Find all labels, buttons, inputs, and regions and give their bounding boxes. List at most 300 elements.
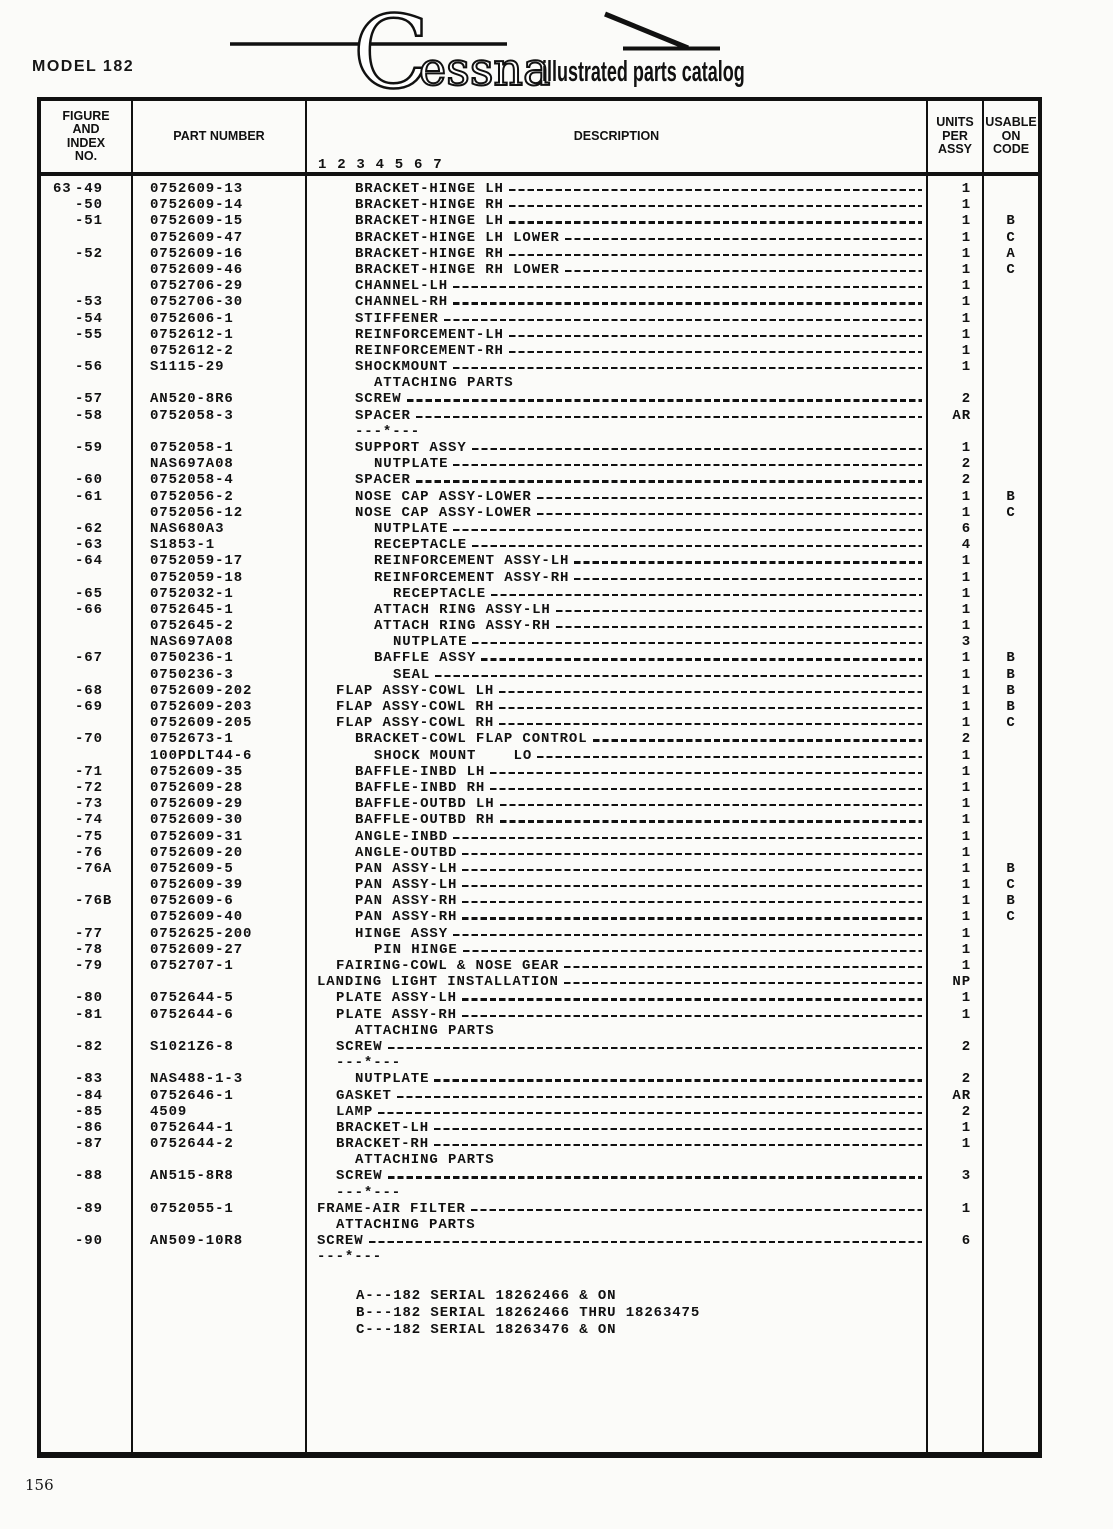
description-cell: [307, 829, 928, 845]
table-row: [41, 294, 1038, 310]
usable-code-cell: [984, 570, 1038, 586]
figure-index-cell: [41, 440, 133, 456]
figure-index-cell: [41, 650, 133, 666]
figure-index-cell: [41, 343, 133, 359]
index-number: -64: [75, 553, 103, 570]
units-cell: 1: [961, 682, 971, 699]
leader-line: [499, 691, 922, 693]
table-row: [41, 1249, 1038, 1265]
usable-code-cell: [984, 359, 1038, 375]
table-row: [41, 521, 1038, 537]
units-cell: 1: [961, 229, 971, 246]
usable-code-cell: [984, 472, 1038, 488]
part-number-cell: 0752059-17: [150, 553, 244, 570]
figure-index-cell: [41, 424, 133, 440]
units-cell: 1: [961, 278, 971, 295]
units-cell: [928, 424, 984, 440]
table-row: [41, 845, 1038, 861]
units-cell: 1: [961, 844, 971, 861]
units-cell: 1: [961, 860, 971, 877]
description-cell: [307, 570, 928, 586]
table-row: [41, 909, 1038, 925]
leader-line: [462, 917, 922, 919]
table-row: [41, 456, 1038, 472]
units-cell: 1: [961, 326, 971, 343]
table-row: [41, 990, 1038, 1006]
usable-code-cell: [984, 408, 1038, 424]
index-number: -66: [75, 601, 103, 618]
part-number-cell: 0752609-5: [150, 860, 234, 877]
part-number-cell: 0752609-39: [150, 877, 244, 894]
description-text: NUTPLATE: [374, 456, 449, 473]
part-number-cell: [133, 1217, 307, 1233]
description-text: REINFORCEMENT ASSY-LH: [374, 553, 570, 570]
indent-level-scale: 1 2 3 4 5 6 7: [318, 156, 443, 173]
units-cell: 1: [961, 342, 971, 359]
table-row: [41, 877, 1038, 893]
units-cell: 4: [961, 537, 971, 554]
figure-index-cell: [41, 958, 133, 974]
table-row: [41, 1104, 1038, 1120]
figure-index-cell: [41, 262, 133, 278]
figure-index-cell: [41, 1039, 133, 1055]
description-cell: [307, 780, 928, 796]
usable-code-cell: [984, 553, 1038, 569]
description-text: RECEPTACLE: [393, 585, 487, 602]
units-cell: 2: [961, 472, 971, 489]
units-cell: 2: [961, 1071, 971, 1088]
figure-index-cell: [41, 1201, 133, 1217]
part-number-cell: 0752644-2: [150, 1136, 234, 1153]
index-number: -89: [75, 1200, 103, 1217]
description-text: REINFORCEMENT-LH: [355, 326, 504, 343]
table-row: [41, 1152, 1038, 1168]
figure-index-cell: [41, 942, 133, 958]
description-cell: [307, 893, 928, 909]
figure-index-cell: [41, 213, 133, 229]
figure-index-cell: [41, 764, 133, 780]
leader-line: [453, 934, 922, 936]
part-number-cell: 0752606-1: [150, 310, 234, 327]
part-number-cell: S1853-1: [150, 537, 216, 554]
index-number: -68: [75, 682, 103, 699]
index-number: -76A: [75, 860, 113, 877]
units-cell: 1: [961, 488, 971, 505]
description-cell: [307, 796, 928, 812]
description-cell: [307, 990, 928, 1006]
figure-index-cell: [41, 181, 133, 197]
description-cell: [307, 359, 928, 375]
units-cell: 1: [961, 310, 971, 327]
description-cell: [307, 246, 928, 262]
description-text: PIN HINGE: [374, 941, 458, 958]
figure-index-cell: [41, 926, 133, 942]
description-cell: [307, 408, 928, 424]
usable-code-cell: [984, 748, 1038, 764]
index-number: -78: [75, 941, 103, 958]
description-text: SCREW: [317, 1233, 364, 1250]
table-row: [41, 1023, 1038, 1039]
units-cell: 1: [961, 585, 971, 602]
description-cell: [307, 262, 928, 278]
table-row: [41, 1217, 1038, 1233]
description-text: BRACKET-RH: [336, 1136, 430, 1153]
figure-index-cell: [41, 294, 133, 310]
leader-line: [453, 464, 922, 466]
units-cell: 1: [961, 715, 971, 732]
units-cell: [928, 1185, 984, 1201]
table-row: [41, 262, 1038, 278]
leader-line: [499, 723, 922, 725]
description-cell: [307, 424, 928, 440]
figure-index-cell: [41, 570, 133, 586]
part-number-cell: 0752056-2: [150, 488, 234, 505]
part-number-cell: S1021Z6-8: [150, 1038, 234, 1055]
part-number-cell: 0752055-1: [150, 1200, 234, 1217]
table-row: [41, 1168, 1038, 1184]
leader-line: [500, 804, 922, 806]
table-row: [41, 1136, 1038, 1152]
table-row: [41, 958, 1038, 974]
page-title: MODEL 182: [32, 58, 135, 75]
description-text: SCREW: [336, 1168, 383, 1185]
description-text: NUTPLATE: [355, 1071, 430, 1088]
description-cell: [307, 391, 928, 407]
part-number-cell: AN520-8R6: [150, 391, 234, 408]
usable-code-cell: [984, 1152, 1038, 1168]
usable-code-cell: C: [1006, 909, 1016, 926]
figure-index-cell: [41, 327, 133, 343]
figure-index-cell: [41, 489, 133, 505]
description-text: BAFFLE-OUTBD RH: [355, 812, 495, 829]
figure-index-cell: [41, 537, 133, 553]
usable-code-cell: [984, 926, 1038, 942]
description-text: ---*---: [317, 1249, 383, 1266]
description-cell: [307, 521, 928, 537]
leader-line: [509, 351, 922, 353]
units-cell: 1: [961, 181, 971, 197]
description-cell: [307, 1152, 928, 1168]
table-row: [41, 667, 1038, 683]
description-cell: [307, 230, 928, 246]
figure-index-cell: [41, 1185, 133, 1201]
index-number: -80: [75, 990, 103, 1007]
leader-line: [407, 399, 922, 401]
usable-code-cell: [984, 1055, 1038, 1071]
header-line: INDEX: [66, 135, 106, 150]
leader-line: [509, 221, 922, 223]
header-line: USABLE: [985, 115, 1037, 130]
description-text: ATTACH RING ASSY-LH: [374, 601, 551, 618]
leader-line: [472, 448, 922, 450]
usable-code-cell: [984, 197, 1038, 213]
part-number-cell: 0752609-29: [150, 796, 244, 813]
description-cell: [307, 489, 928, 505]
description-text: SHOCKMOUNT: [355, 359, 449, 376]
figure-index-cell: [41, 456, 133, 472]
leader-line: [416, 416, 922, 418]
leader-line: [593, 739, 922, 741]
cessna-logo: [215, 3, 755, 98]
index-number: -61: [75, 488, 103, 505]
leader-line: [462, 853, 922, 855]
figure-index-cell: [41, 618, 133, 634]
index-number: -50: [75, 197, 103, 214]
description-text: SPACER: [355, 472, 411, 489]
table-row: [41, 602, 1038, 618]
description-text: HINGE ASSY: [355, 925, 449, 942]
figure-index-cell: [41, 1136, 133, 1152]
leader-line: [574, 561, 922, 563]
description-text: BAFFLE-OUTBD LH: [355, 796, 495, 813]
figure-index-cell: [41, 731, 133, 747]
leader-line: [462, 901, 922, 903]
table-row: [41, 311, 1038, 327]
part-number-cell: 0752645-1: [150, 601, 234, 618]
figure-index-cell: [41, 796, 133, 812]
units-cell: 1: [961, 440, 971, 456]
units-cell: [928, 1055, 984, 1071]
description-cell: [307, 197, 928, 213]
header-line: DESCRIPTION: [573, 128, 660, 143]
figure-index-cell: [41, 877, 133, 893]
description-cell: [307, 327, 928, 343]
table-row: [41, 618, 1038, 634]
usable-code-cell: [984, 1185, 1038, 1201]
figure-index-cell: [41, 1233, 133, 1249]
units-cell: 1: [961, 796, 971, 813]
part-number-cell: 0752058-4: [150, 472, 234, 489]
units-cell: 1: [961, 699, 971, 715]
index-number: -75: [75, 828, 103, 845]
leader-line: [462, 1015, 922, 1017]
leader-line: [472, 545, 922, 547]
description-text: BRACKET-COWL FLAP CONTROL: [355, 731, 588, 748]
index-number: -90: [75, 1233, 103, 1250]
description-cell: [307, 602, 928, 618]
description-text: NOSE CAP ASSY-LOWER: [355, 504, 532, 521]
leader-line: [537, 513, 922, 515]
table-row: [41, 780, 1038, 796]
index-number: -84: [75, 1087, 103, 1104]
figure-index-cell: [41, 780, 133, 796]
table-row: [41, 942, 1038, 958]
description-cell: [307, 1233, 928, 1249]
part-number-cell: [133, 974, 307, 990]
table-row: [41, 683, 1038, 699]
description-text: BRACKET-HINGE RH: [355, 197, 504, 214]
units-cell: 3: [961, 1168, 971, 1185]
description-cell: [307, 1055, 928, 1071]
units-cell: 1: [961, 359, 971, 376]
description-text: RECEPTACLE: [374, 537, 468, 554]
leader-line: [481, 658, 922, 660]
leader-line: [565, 238, 922, 240]
logo-tagline: illustrated parts catalog: [542, 55, 745, 89]
usable-code-cell: B: [1006, 488, 1016, 505]
description-cell: [307, 1120, 928, 1136]
table-row: [41, 359, 1038, 375]
part-number-cell: 0752609-16: [150, 245, 244, 262]
units-cell: 1: [961, 958, 971, 974]
leader-line: [453, 837, 922, 839]
index-number: -76B: [75, 893, 113, 910]
description-text: BAFFLE-INBD RH: [355, 779, 486, 796]
description-text: ANGLE-OUTBD: [355, 844, 458, 861]
leader-line: [500, 820, 922, 822]
description-text: NOSE CAP ASSY-LOWER: [355, 488, 532, 505]
part-number-cell: 0750236-3: [150, 666, 234, 683]
units-cell: 6: [961, 520, 971, 537]
part-number-cell: 0752609-203: [150, 699, 253, 715]
usable-code-cell: B: [1006, 666, 1016, 683]
index-number: -72: [75, 779, 103, 796]
figure-index-cell: [41, 699, 133, 715]
usable-code-cell: [984, 537, 1038, 553]
part-number-cell: [133, 1055, 307, 1071]
units-cell: 1: [961, 618, 971, 635]
units-cell: 1: [961, 1136, 971, 1153]
usable-code-cell: [984, 311, 1038, 327]
description-text: FLAP ASSY-COWL LH: [336, 682, 495, 699]
footnote-line: C---182 SERIAL 18263476 & ON: [356, 1322, 617, 1339]
units-cell: AR: [952, 1087, 971, 1104]
table-row: [41, 472, 1038, 488]
usable-code-cell: [984, 990, 1038, 1006]
description-text: FAIRING-COWL & NOSE GEAR: [336, 958, 560, 974]
description-text: SCREW: [336, 1038, 383, 1055]
table-row: [41, 197, 1038, 213]
table-row: [41, 974, 1038, 990]
logo-brand-text: essna: [419, 42, 551, 96]
usable-code-cell: [984, 294, 1038, 310]
leader-line: [444, 319, 922, 321]
units-cell: [928, 1023, 984, 1039]
usable-code-cell: [984, 1249, 1038, 1265]
part-number-cell: 0752032-1: [150, 585, 234, 602]
units-cell: 1: [961, 828, 971, 845]
table-row: [41, 1088, 1038, 1104]
leader-line: [462, 998, 922, 1000]
description-text: ---*---: [336, 1184, 402, 1201]
usable-code-cell: [984, 974, 1038, 990]
usable-code-cell: [984, 391, 1038, 407]
usable-code-cell: [984, 1120, 1038, 1136]
figure-number: 63: [53, 181, 72, 197]
table-row: [41, 375, 1038, 391]
units-cell: AR: [952, 407, 971, 424]
description-cell: [307, 343, 928, 359]
leader-line: [388, 1176, 922, 1178]
figure-index-cell: [41, 683, 133, 699]
units-cell: [928, 1217, 984, 1233]
header-line: UNITS: [936, 115, 974, 130]
description-cell: [307, 634, 928, 650]
part-number-cell: S1115-29: [150, 359, 225, 376]
index-number: -49: [75, 181, 103, 197]
description-cell: [307, 958, 928, 974]
parts-table: [37, 97, 1042, 1458]
part-number-cell: 0752609-6: [150, 893, 234, 910]
index-number: -83: [75, 1071, 103, 1088]
leader-line: [491, 594, 922, 596]
description-text: ---*---: [355, 423, 421, 440]
usable-code-cell: [984, 181, 1038, 197]
leader-line: [397, 1096, 922, 1098]
table-row: [41, 715, 1038, 731]
part-number-cell: 0752609-15: [150, 213, 244, 230]
index-number: -58: [75, 407, 103, 424]
index-number: -74: [75, 812, 103, 829]
part-number-cell: 0752609-46: [150, 261, 244, 278]
description-text: ATTACHING PARTS: [336, 1217, 476, 1233]
leader-line: [509, 254, 922, 256]
part-number-cell: [133, 1185, 307, 1201]
units-cell: [928, 1152, 984, 1168]
description-cell: [307, 731, 928, 747]
figure-index-cell: [41, 1088, 133, 1104]
usable-code-cell: [984, 1039, 1038, 1055]
description-cell: [307, 683, 928, 699]
usable-code-cell: [984, 602, 1038, 618]
description-text: BRACKET-HINGE RH LOWER: [355, 261, 560, 278]
usable-code-cell: [984, 1233, 1038, 1249]
index-number: -79: [75, 958, 103, 974]
leader-line: [537, 497, 922, 499]
table-row: [41, 731, 1038, 747]
units-cell: 1: [961, 213, 971, 230]
description-cell: [307, 1201, 928, 1217]
table-row: [41, 343, 1038, 359]
description-text: BRACKET-HINGE LH: [355, 213, 504, 230]
description-text: FRAME-AIR FILTER: [317, 1200, 466, 1217]
usable-code-cell: [984, 634, 1038, 650]
part-number-cell: 0752058-1: [150, 440, 234, 456]
usable-code-cell: [984, 845, 1038, 861]
table-row: [41, 829, 1038, 845]
usable-code-cell: B: [1006, 213, 1016, 230]
index-number: -51: [75, 213, 103, 230]
index-number: -77: [75, 925, 103, 942]
units-cell: 6: [961, 1233, 971, 1250]
usable-code-cell: [984, 1217, 1038, 1233]
description-cell: [307, 456, 928, 472]
usable-code-cell: [984, 1023, 1038, 1039]
description-cell: [307, 213, 928, 229]
table-row: [41, 181, 1038, 197]
description-cell: [307, 1185, 928, 1201]
figure-index-cell: [41, 667, 133, 683]
usable-code-cell: [984, 1007, 1038, 1023]
units-cell: [928, 1249, 984, 1265]
index-number: -53: [75, 294, 103, 311]
description-cell: [307, 764, 928, 780]
figure-index-cell: [41, 1217, 133, 1233]
description-cell: [307, 699, 928, 715]
usable-code-cell: C: [1006, 715, 1016, 732]
usable-code-cell: C: [1006, 504, 1016, 521]
leader-line: [453, 529, 922, 531]
figure-index-cell: [41, 909, 133, 925]
usable-code-cell: [984, 521, 1038, 537]
part-number-cell: 0752609-13: [150, 181, 244, 197]
leader-line: [472, 642, 922, 644]
leader-line: [462, 885, 922, 887]
description-cell: [307, 845, 928, 861]
part-number-cell: 0752609-14: [150, 197, 244, 214]
leader-line: [499, 707, 922, 709]
figure-index-cell: [41, 1023, 133, 1039]
